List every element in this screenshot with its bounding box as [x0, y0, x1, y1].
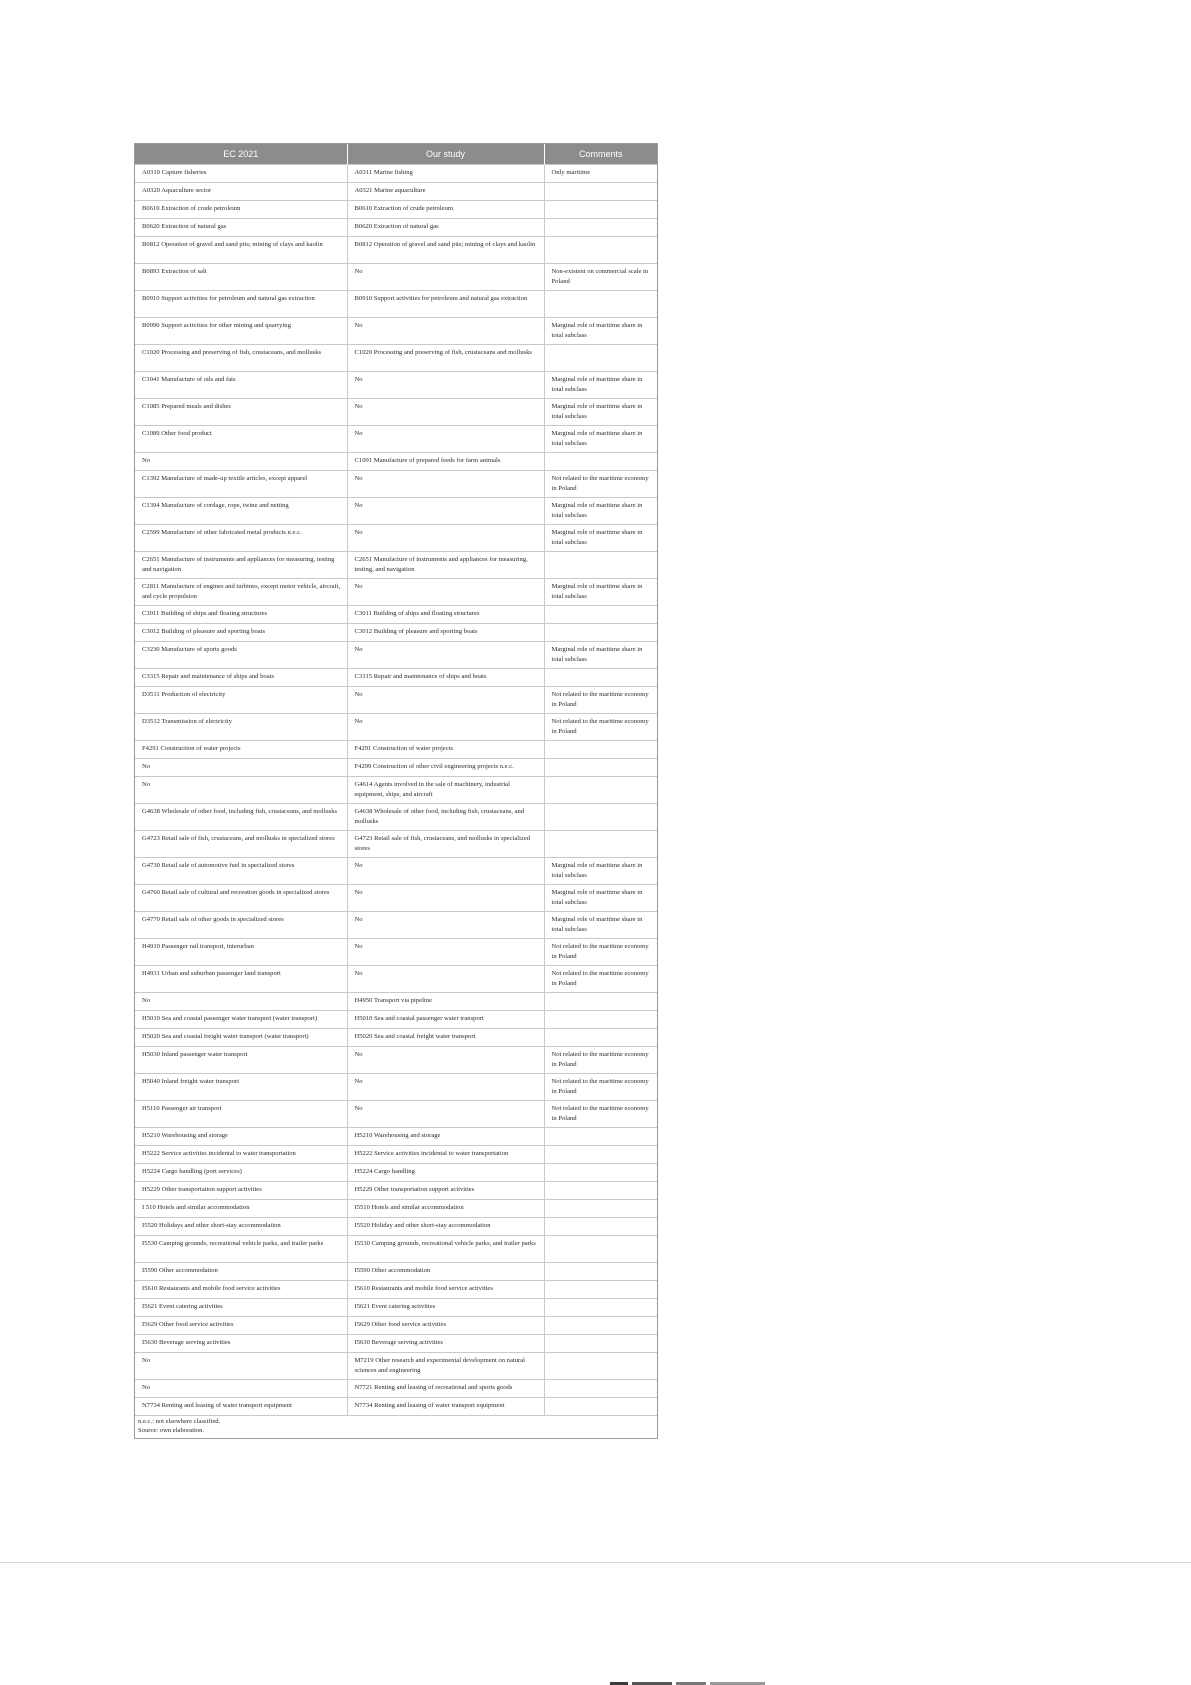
cell-our-study: No: [347, 642, 544, 669]
cell-comments: Marginal role of maritime share in total subclass: [544, 372, 657, 399]
cell-ec-2021: No: [135, 1353, 347, 1380]
table-row: [135, 741, 657, 759]
cell-ec-2021: C1041 Manufacture of oils and fats: [135, 372, 347, 399]
cell-our-study: I5530 Camping grounds, recreational vehicle parks, and trailer parks: [347, 1236, 544, 1263]
table-row: [135, 1128, 657, 1146]
cell-our-study: H5020 Sea and coastal freight water transport: [347, 1029, 544, 1047]
cell-comments: [544, 606, 657, 624]
table-row: [135, 1380, 657, 1398]
table-row: [135, 183, 657, 201]
cell-comments: [544, 759, 657, 777]
cell-ec-2021: A0320 Aquaculture sector: [135, 183, 347, 201]
page-divider: [0, 1562, 1191, 1563]
cell-comments: [544, 1029, 657, 1047]
cell-our-study: No: [347, 687, 544, 714]
cell-comments: Marginal role of maritime share in total subclass: [544, 498, 657, 525]
cell-comments: [544, 669, 657, 687]
table-row: [135, 1281, 657, 1299]
cell-ec-2021: N7734 Renting and leasing of water transport equipment: [135, 1398, 347, 1416]
cell-our-study: No: [347, 912, 544, 939]
table-row: [135, 1101, 657, 1128]
table-row: [135, 1074, 657, 1101]
cell-comments: [544, 1011, 657, 1029]
cell-our-study: A0311 Marine fishing: [347, 165, 544, 183]
header-comments: Comments: [544, 144, 657, 165]
cell-ec-2021: C2811 Manufacture of engines and turbines, except motor vehicle, aircraft, and cycle propulsion: [135, 579, 347, 606]
cell-ec-2021: H5030 Inland passenger water transport: [135, 1047, 347, 1074]
footnote-source: Source: own elaboration.: [138, 1426, 205, 1434]
cell-our-study: No: [347, 579, 544, 606]
cell-ec-2021: C1020 Processing and preserving of fish, crustaceans, and mollusks: [135, 345, 347, 372]
cell-ec-2021: A0310 Capture fisheries: [135, 165, 347, 183]
table-row: [135, 966, 657, 993]
cell-our-study: G4614 Agents involved in the sale of machinery, industrial equipment, ships, and aircraft: [347, 777, 544, 804]
header-our-study: Our study: [347, 144, 544, 165]
cell-our-study: G4723 Retail sale of fish, crustaceans, and mollusks in specialized stores: [347, 831, 544, 858]
cell-comments: Not related to the maritime economy in Poland: [544, 471, 657, 498]
cell-comments: [544, 1380, 657, 1398]
table-row: [135, 885, 657, 912]
cell-our-study: No: [347, 939, 544, 966]
cell-comments: [544, 345, 657, 372]
cell-ec-2021: H5229 Other transportation support activities: [135, 1182, 347, 1200]
cell-our-study: No: [347, 1047, 544, 1074]
cell-ec-2021: I5590 Other accommodation: [135, 1263, 347, 1281]
cell-our-study: C3315 Repair and maintenance of ships and boats: [347, 669, 544, 687]
cell-our-study: G4638 Wholesale of other food, including fish, crustaceans, and mollusks: [347, 804, 544, 831]
cell-comments: Marginal role of maritime share in total subclass: [544, 885, 657, 912]
cell-ec-2021: B0893 Extraction of salt: [135, 264, 347, 291]
cell-our-study: A0321 Marine aquaculture: [347, 183, 544, 201]
cell-ec-2021: C3012 Building of pleasure and sporting boats: [135, 624, 347, 642]
cell-our-study: N7734 Renting and leasing of water transport equipment: [347, 1398, 544, 1416]
cell-our-study: B0620 Extraction of natural gas: [347, 219, 544, 237]
cell-ec-2021: No: [135, 1380, 347, 1398]
cell-ec-2021: No: [135, 453, 347, 471]
cell-comments: [544, 1299, 657, 1317]
cell-ec-2021: C1085 Prepared meals and dishes: [135, 399, 347, 426]
cell-our-study: B0812 Operation of gravel and sand pits; mining of clays and kaolin: [347, 237, 544, 264]
cell-comments: [544, 624, 657, 642]
table-row: [135, 201, 657, 219]
cell-ec-2021: D3512 Transmission of electricity: [135, 714, 347, 741]
cropped-footer-graphic: [610, 1680, 785, 1685]
cell-ec-2021: F4291 Construction of water projects: [135, 741, 347, 759]
cell-ec-2021: H5110 Passenger air transport: [135, 1101, 347, 1128]
cell-ec-2021: I5530 Camping grounds, recreational vehicle parks, and trailer parks: [135, 1236, 347, 1263]
table-row: [135, 687, 657, 714]
cell-ec-2021: H5224 Cargo handling (port services): [135, 1164, 347, 1182]
table-row: [135, 165, 657, 183]
cell-comments: [544, 453, 657, 471]
table-row: [135, 912, 657, 939]
cell-our-study: No: [347, 1101, 544, 1128]
table-row: [135, 219, 657, 237]
table-row: [135, 777, 657, 804]
cell-our-study: F4291 Construction of water projects: [347, 741, 544, 759]
cell-ec-2021: No: [135, 993, 347, 1011]
table-row: [135, 1182, 657, 1200]
cell-comments: Not related to the maritime economy in Poland: [544, 714, 657, 741]
table-row: [135, 237, 657, 264]
cell-ec-2021: C3230 Manufacture of sports goods: [135, 642, 347, 669]
cell-comments: [544, 741, 657, 759]
cell-our-study: No: [347, 498, 544, 525]
cell-our-study: I5629 Other food service activities: [347, 1317, 544, 1335]
cell-comments: Not related to the maritime economy in Poland: [544, 939, 657, 966]
cell-our-study: I5510 Hotels and similar accommodation: [347, 1200, 544, 1218]
cell-comments: [544, 993, 657, 1011]
cell-our-study: I5630 Beverage serving activities: [347, 1335, 544, 1353]
cell-comments: Marginal role of maritime share in total subclass: [544, 642, 657, 669]
cell-comments: Marginal role of maritime share in total subclass: [544, 426, 657, 453]
cell-comments: Marginal role of maritime share in total subclass: [544, 525, 657, 552]
cell-ec-2021: C1089 Other food product: [135, 426, 347, 453]
table-row: [135, 1146, 657, 1164]
cell-ec-2021: No: [135, 777, 347, 804]
cell-comments: [544, 1146, 657, 1164]
cell-ec-2021: H5020 Sea and coastal freight water transport (water transport): [135, 1029, 347, 1047]
table-row: [135, 399, 657, 426]
cell-ec-2021: I5629 Other food service activities: [135, 1317, 347, 1335]
table-row: [135, 642, 657, 669]
cell-ec-2021: H5210 Warehousing and storage: [135, 1128, 347, 1146]
cell-our-study: No: [347, 399, 544, 426]
table-row: [135, 471, 657, 498]
table-row: [135, 858, 657, 885]
cell-ec-2021: C3011 Building of ships and floating structures: [135, 606, 347, 624]
cell-ec-2021: C1394 Manufacture of cordage, rope, twine and netting: [135, 498, 347, 525]
cell-comments: [544, 804, 657, 831]
table-row: [135, 669, 657, 687]
cell-comments: Not related to the maritime economy in Poland: [544, 1074, 657, 1101]
cell-our-study: H5210 Warehousing and storage: [347, 1128, 544, 1146]
cell-our-study: C3012 Building of pleasure and sporting boats: [347, 624, 544, 642]
cell-ec-2021: I5610 Restaurants and mobile food service activities: [135, 1281, 347, 1299]
cell-our-study: H5229 Other transportation support activities: [347, 1182, 544, 1200]
cell-our-study: M7219 Other research and experimental development on natural sciences and engineering: [347, 1353, 544, 1380]
cell-our-study: C2651 Manufacture of instruments and appliances for measuring, testing, and navigation: [347, 552, 544, 579]
table-row: [135, 939, 657, 966]
cell-our-study: No: [347, 714, 544, 741]
cell-ec-2021: B0812 Operation of gravel and sand pits; mining of clays and kaolin: [135, 237, 347, 264]
cell-ec-2021: G4770 Retail sale of other goods in specialized stores: [135, 912, 347, 939]
cell-ec-2021: H5222 Service activities incidental to water transportation: [135, 1146, 347, 1164]
cell-ec-2021: H4931 Urban and suburban passenger land transport: [135, 966, 347, 993]
cell-ec-2021: I5520 Holidays and other short-stay accommodation: [135, 1218, 347, 1236]
table-row: [135, 1236, 657, 1263]
cell-our-study: B0910 Support activities for petroleum and natural gas extraction: [347, 291, 544, 318]
table-header-row: [135, 144, 657, 165]
cell-ec-2021: C1392 Manufacture of made-up textile articles, except apparel: [135, 471, 347, 498]
cell-comments: [544, 1353, 657, 1380]
cell-ec-2021: D3511 Production of electricity: [135, 687, 347, 714]
cell-ec-2021: No: [135, 759, 347, 777]
cell-comments: Not related to the maritime economy in Poland: [544, 687, 657, 714]
cell-comments: [544, 183, 657, 201]
cell-our-study: I5610 Restaurants and mobile food service activities: [347, 1281, 544, 1299]
cell-our-study: C3011 Building of ships and floating structures: [347, 606, 544, 624]
table-row: [135, 804, 657, 831]
cell-comments: [544, 1281, 657, 1299]
table-body: [135, 165, 657, 1416]
table-row: [135, 318, 657, 345]
cell-our-study: I5590 Other accommodation: [347, 1263, 544, 1281]
header-ec-2021: EC 2021: [135, 144, 347, 165]
cell-our-study: No: [347, 525, 544, 552]
cell-comments: [544, 831, 657, 858]
cell-ec-2021: H5040 Inland freight water transport: [135, 1074, 347, 1101]
table-row: [135, 1200, 657, 1218]
cell-comments: [544, 201, 657, 219]
cell-ec-2021: C3315 Repair and maintenance of ships and boats: [135, 669, 347, 687]
cell-comments: [544, 1200, 657, 1218]
table-row: [135, 714, 657, 741]
footnote-nec: n.e.c.: not elsewhere classified.: [138, 1418, 221, 1425]
cell-comments: Not related to the maritime economy in Poland: [544, 1101, 657, 1128]
table-row: [135, 579, 657, 606]
table-row: [135, 453, 657, 471]
table-row: [135, 426, 657, 453]
cell-ec-2021: I5630 Beverage serving activities: [135, 1335, 347, 1353]
cell-comments: [544, 237, 657, 264]
cell-comments: Only maritime: [544, 165, 657, 183]
cell-ec-2021: B0620 Extraction of natural gas: [135, 219, 347, 237]
cell-comments: Marginal role of maritime share in total subclass: [544, 912, 657, 939]
cell-comments: Marginal role of maritime share in total subclass: [544, 399, 657, 426]
table-row: [135, 498, 657, 525]
table-row: [135, 525, 657, 552]
table-row: [135, 291, 657, 318]
table-row: [135, 1218, 657, 1236]
cell-comments: [544, 1236, 657, 1263]
table-footnotes: [135, 1415, 657, 1438]
table-row: [135, 1335, 657, 1353]
cell-ec-2021: B0990 Support activities for other mining and quarrying: [135, 318, 347, 345]
cell-our-study: No: [347, 858, 544, 885]
cell-ec-2021: I5621 Event catering activities: [135, 1299, 347, 1317]
classification-table: [134, 143, 658, 1439]
cell-comments: Marginal role of maritime share in total subclass: [544, 318, 657, 345]
cell-comments: [544, 777, 657, 804]
cell-ec-2021: H5010 Sea and coastal passenger water transport (water transport): [135, 1011, 347, 1029]
table-row: [135, 372, 657, 399]
cell-comments: Not related to the maritime economy in Poland: [544, 1047, 657, 1074]
cell-our-study: C1020 Processing and preserving of fish, crustaceans and mollusks: [347, 345, 544, 372]
cell-ec-2021: G4760 Retail sale of cultural and recreation goods in specialized stores: [135, 885, 347, 912]
cell-our-study: No: [347, 885, 544, 912]
cell-comments: [544, 1218, 657, 1236]
cell-ec-2021: B0910 Support activities for petroleum and natural gas extraction: [135, 291, 347, 318]
table-row: [135, 831, 657, 858]
table-row: [135, 345, 657, 372]
cell-comments: [544, 552, 657, 579]
cell-ec-2021: G4638 Wholesale of other food, including fish, crustaceans, and mollusks: [135, 804, 347, 831]
cell-comments: [544, 219, 657, 237]
cell-comments: [544, 1128, 657, 1146]
cell-ec-2021: G4730 Retail sale of automotive fuel in specialized stores: [135, 858, 347, 885]
cell-our-study: No: [347, 426, 544, 453]
table-row: [135, 993, 657, 1011]
table-row: [135, 1317, 657, 1335]
cell-comments: [544, 1182, 657, 1200]
cell-our-study: No: [347, 1074, 544, 1101]
cell-our-study: N7721 Renting and leasing of recreational and sports goods: [347, 1380, 544, 1398]
cell-comments: [544, 1164, 657, 1182]
table-row: [135, 1164, 657, 1182]
cell-our-study: I5520 Holiday and other short-stay accommodation: [347, 1218, 544, 1236]
cell-our-study: No: [347, 318, 544, 345]
cell-comments: [544, 1335, 657, 1353]
cell-our-study: H5010 Sea and coastal passenger water transport: [347, 1011, 544, 1029]
cell-ec-2021: B0610 Extraction of crude petroleum: [135, 201, 347, 219]
cell-our-study: No: [347, 471, 544, 498]
cell-our-study: No: [347, 372, 544, 399]
cell-comments: [544, 1263, 657, 1281]
table-row: [135, 759, 657, 777]
cell-our-study: No: [347, 264, 544, 291]
cell-comments: Non-existent on commercial scale in Poland: [544, 264, 657, 291]
cell-comments: Not related to the maritime economy in Poland: [544, 966, 657, 993]
cell-our-study: H4950 Transport via pipeline: [347, 993, 544, 1011]
cell-comments: [544, 1317, 657, 1335]
cell-ec-2021: G4723 Retail sale of fish, crustaceans, and mollusks in specialized stores: [135, 831, 347, 858]
table-row: [135, 1029, 657, 1047]
cell-our-study: B0610 Extraction of crude petroleum: [347, 201, 544, 219]
cell-our-study: C1091 Manufacture of prepared feeds for farm animals: [347, 453, 544, 471]
cell-ec-2021: C2651 Manufacture of instruments and appliances for measuring, testing and navigation: [135, 552, 347, 579]
table-row: [135, 1353, 657, 1380]
cell-our-study: No: [347, 966, 544, 993]
cell-our-study: H5224 Cargo handling: [347, 1164, 544, 1182]
cell-ec-2021: I 510 Hotels and similar accommodation: [135, 1200, 347, 1218]
table-row: [135, 1263, 657, 1281]
cell-our-study: I5621 Event catering activities: [347, 1299, 544, 1317]
table-row: [135, 624, 657, 642]
cell-our-study: F4299 Construction of other civil engineering projects n.e.c.: [347, 759, 544, 777]
table-row: [135, 264, 657, 291]
cell-comments: [544, 1398, 657, 1416]
cell-ec-2021: H4910 Passenger rail transport, interurban: [135, 939, 347, 966]
table-row: [135, 1047, 657, 1074]
table-row: [135, 552, 657, 579]
table-row: [135, 606, 657, 624]
cell-comments: Marginal role of maritime share in total subclass: [544, 579, 657, 606]
cell-our-study: H5222 Service activities incidental to water transportation: [347, 1146, 544, 1164]
table-row: [135, 1011, 657, 1029]
cell-comments: [544, 291, 657, 318]
table-row: [135, 1398, 657, 1416]
table-row: [135, 1299, 657, 1317]
cell-comments: Marginal role of maritime share in total subclass: [544, 858, 657, 885]
cell-ec-2021: C2599 Manufacture of other fabricated metal products n.e.c.: [135, 525, 347, 552]
